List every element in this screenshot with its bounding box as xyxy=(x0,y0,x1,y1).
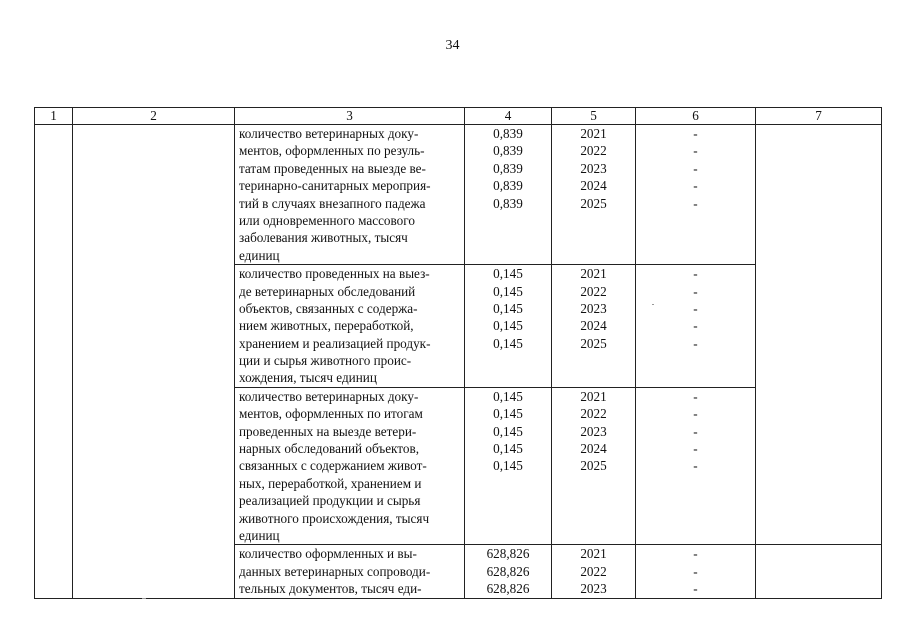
year-cell: 2021 xyxy=(580,388,607,404)
table-row xyxy=(35,125,882,265)
value-cell: 628,826 xyxy=(486,546,530,562)
value-cell: 0,145 xyxy=(493,441,523,457)
column-6-cell xyxy=(636,265,756,388)
column-1-cell xyxy=(35,545,73,598)
description-line: де ветеринарных обследований xyxy=(239,283,416,299)
page-number: 34 xyxy=(445,38,460,53)
description-line: количество проведенных на выез- xyxy=(239,266,430,282)
dash-cell: - xyxy=(693,563,698,579)
description-line: ментов, оформленных по резуль- xyxy=(239,143,425,159)
description-line: связанных с содержанием живот- xyxy=(239,458,427,474)
value-cell: 0,839 xyxy=(493,126,523,141)
dash-cell: - xyxy=(693,195,698,211)
dash-cell: - xyxy=(693,441,698,457)
dash-cell: - xyxy=(693,143,698,159)
value-cell: 628,826 xyxy=(486,563,530,579)
value-cell: 0,145 xyxy=(493,266,523,282)
description-line: нием животных, переработкой, xyxy=(239,318,414,334)
value-cell: 0,839 xyxy=(493,178,523,194)
description-line: единиц xyxy=(239,527,280,543)
value-cell: 0,145 xyxy=(493,318,523,334)
year-cell: 2023 xyxy=(580,581,607,597)
column-1-cell xyxy=(35,125,73,265)
indicator-values xyxy=(465,125,552,265)
indicator-years xyxy=(552,265,636,388)
dash-cell: - xyxy=(693,388,698,404)
column-header: 7 xyxy=(756,108,882,125)
indicator-values xyxy=(465,545,552,598)
dash-cell: - xyxy=(693,318,698,334)
indicator-description xyxy=(235,125,465,265)
column-header: 6 xyxy=(636,108,756,125)
description-line: реализацией продукции и сырья xyxy=(239,493,421,509)
dash-cell: - xyxy=(693,581,698,597)
column-7-cell xyxy=(756,387,882,545)
column-2-cell xyxy=(73,125,235,265)
year-cell: 2022 xyxy=(580,283,607,299)
column-7-cell xyxy=(756,545,882,598)
year-cell: 2025 xyxy=(580,335,607,351)
value-cell: 0,145 xyxy=(493,300,523,316)
data-table xyxy=(34,107,882,599)
scan-mark xyxy=(142,598,146,599)
dash-cell: - xyxy=(693,406,698,422)
indicator-description xyxy=(235,387,465,545)
header-row xyxy=(35,108,882,125)
column-header: 5 xyxy=(552,108,636,125)
description-line: тельных документов, тысяч еди- xyxy=(239,581,422,597)
column-header: 1 xyxy=(35,108,73,125)
dash-cell: - xyxy=(693,458,698,474)
description-line: нарных обследований объектов, xyxy=(239,441,419,457)
column-1-cell xyxy=(35,387,73,545)
indicator-values xyxy=(465,387,552,545)
description-line: объектов, связанных с содержа- xyxy=(239,300,418,316)
table-row xyxy=(35,387,882,545)
column-2-cell xyxy=(73,545,235,598)
description-line: тий в случаях внезапного падежа xyxy=(239,195,426,211)
year-cell: 2024 xyxy=(580,441,607,457)
description-line: заболевания животных, тысяч xyxy=(239,230,408,246)
indicator-values xyxy=(465,265,552,388)
column-7-cell xyxy=(756,265,882,388)
description-line: татам проведенных на выезде ве- xyxy=(239,160,426,176)
dash-cell: - xyxy=(693,300,698,316)
dash-cell: - xyxy=(693,160,698,176)
year-cell: 2023 xyxy=(580,423,607,439)
indicator-description xyxy=(235,265,465,388)
year-cell: 2023 xyxy=(580,300,607,316)
table-row xyxy=(35,545,882,598)
dash-cell: - xyxy=(693,266,698,282)
description-line: ции и сырья животного проис- xyxy=(239,353,412,369)
description-line: животного происхождения, тысяч xyxy=(239,510,430,526)
column-6-cell xyxy=(636,545,756,598)
indicator-years xyxy=(552,387,636,545)
value-cell: 0,145 xyxy=(493,458,523,474)
dash-cell: - xyxy=(693,283,698,299)
table-row xyxy=(35,265,882,388)
value-cell: 0,145 xyxy=(493,406,523,422)
year-cell: 2022 xyxy=(580,406,607,422)
description-line: количество ветеринарных доку- xyxy=(239,126,419,141)
indicator-description xyxy=(235,545,465,598)
dash-cell: - xyxy=(693,423,698,439)
year-cell: 2024 xyxy=(580,178,607,194)
value-cell: 0,839 xyxy=(493,160,523,176)
column-2-cell xyxy=(73,387,235,545)
year-cell: 2021 xyxy=(580,126,607,141)
description-line: теринарно-санитарных мероприя- xyxy=(239,178,431,194)
year-cell: 2022 xyxy=(580,143,607,159)
value-cell: 0,145 xyxy=(493,335,523,351)
value-cell: 0,839 xyxy=(493,195,523,211)
year-cell: 2022 xyxy=(580,563,607,579)
indicator-years xyxy=(552,545,636,598)
value-cell: 628,826 xyxy=(486,581,530,597)
value-cell: 0,145 xyxy=(493,423,523,439)
column-2-cell xyxy=(73,265,235,388)
column-header: 2 xyxy=(73,108,235,125)
description-line: или одновременного массового xyxy=(239,212,415,228)
description-line: ментов, оформленных по итогам xyxy=(239,406,423,422)
column-header: 3 xyxy=(235,108,465,125)
year-cell: 2024 xyxy=(580,318,607,334)
description-line: единиц xyxy=(239,247,280,263)
value-cell: 0,839 xyxy=(493,143,523,159)
description-line: ных, переработкой, хранением и xyxy=(239,475,422,491)
column-header: 4 xyxy=(465,108,552,125)
description-line: хранением и реализацией продук- xyxy=(239,335,431,351)
indicator-years xyxy=(552,125,636,265)
year-cell: 2023 xyxy=(580,160,607,176)
description-line: количество оформленных и вы- xyxy=(239,546,417,562)
dash-cell: - xyxy=(693,546,698,562)
year-cell: 2021 xyxy=(580,266,607,282)
description-line: хождения, тысяч единиц xyxy=(239,370,377,386)
value-cell: 0,145 xyxy=(493,388,523,404)
year-cell: 2025 xyxy=(580,195,607,211)
column-6-cell xyxy=(636,387,756,545)
column-1-cell xyxy=(35,265,73,388)
column-6-cell xyxy=(636,125,756,265)
column-7-cell xyxy=(756,125,882,265)
dash-cell: - xyxy=(693,126,698,141)
description-line: данных ветеринарных сопроводи- xyxy=(239,563,431,579)
description-line: проведенных на выезде ветери- xyxy=(239,423,417,439)
scan-mark xyxy=(652,304,654,305)
value-cell: 0,145 xyxy=(493,283,523,299)
year-cell: 2021 xyxy=(580,546,607,562)
dash-cell: - xyxy=(693,335,698,351)
description-line: количество ветеринарных доку- xyxy=(239,388,419,404)
dash-cell: - xyxy=(693,178,698,194)
year-cell: 2025 xyxy=(580,458,607,474)
